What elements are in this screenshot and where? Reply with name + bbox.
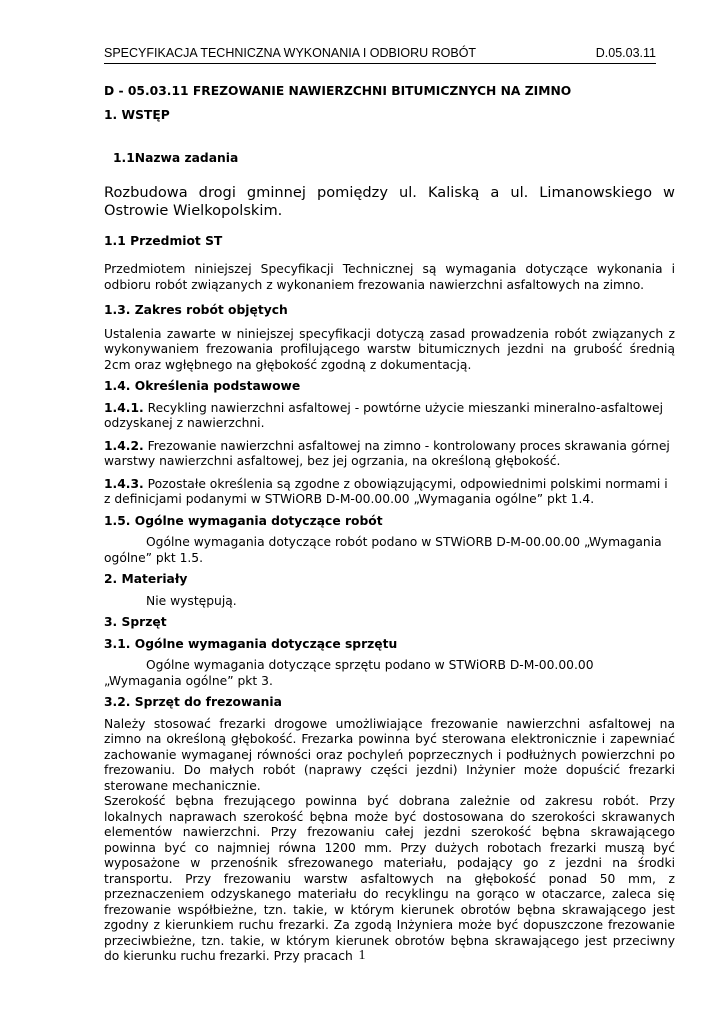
section-1-1-heading: 1.1Nazwa zadania [113,151,239,165]
definition-1-4-3 [104,477,675,508]
running-header [104,46,656,64]
section-3-1-heading: 3.1. Ogólne wymagania dotyczące sprzętu [104,636,398,651]
section-1-4-heading: 1.4. Określenia podstawowe [104,379,301,393]
materials-paragraph: Nie występują. [146,593,237,608]
page-number: 1 [358,948,366,963]
definition-1-4-1-number: 1.4.1. [104,400,144,415]
definition-1-4-3-text: Pozostałe określenia są zgodne z obowiązującymi, odpowiednimi polskimi normami i z definicjami podanymi w STWiORB D-M-00.00.00 „Wymagania ogólne” pkt 1.4. [104,476,668,506]
header-code: D.05.03.11 [595,46,656,60]
task-name-paragraph: Rozbudowa drogi gminnej pomiędzy ul. Kaliską a ul. Limanowskiego w Ostrowie Wielkopolskim. [104,183,675,219]
definition-1-4-2 [104,439,675,470]
subject-paragraph: Przedmiotem niniejszej Specyfikacji Technicznej są wymagania dotyczące wykonania i odbioru robót związanych z wykonaniem frezowania nawierzchni asfaltowych na zimno. [104,262,675,292]
definition-1-4-2-number: 1.4.2. [104,438,144,453]
scope-paragraph: Ustalenia zawarte w niniejszej specyfikacji dotyczą zasad prowadzenia robót związanych z wykonywaniem frezowania profilującego warstw bitumicznych jezdni na grubość średnią 2cm oraz wgłębnego na głębokość zgodną z dokumentacją. [104,326,675,372]
section-2-heading: 2. Materiały [104,572,188,586]
definition-1-4-1-text: Recykling nawierzchni asfaltowej - powtórne użycie mieszanki mineralno-asfaltowej odzyskanej z nawierzchni. [104,400,664,430]
definition-1-4-1 [104,401,675,432]
document-title: D - 05.03.11 FREZOWANIE NAWIERZCHNI BITUMICZNYCH NA ZIMNO [104,84,572,98]
section-1-heading: 1. WSTĘP [104,107,170,122]
equipment-requirements-paragraph: Ogólne wymagania dotyczące sprzętu podano w STWiORB D-M-00.00.00 „Wymagania ogólne” pkt 3. [104,658,594,688]
milling-equipment-paragraph-2: Szerokość bębna frezującego powinna być dobrana zależnie od zakresu robót. Przy lokalnych naprawach szerokość bębna może być dostosowana do szerokości skrawanych elementów nawierzchni. Przy frezowaniu całej jezdni szerokość bębna skrawającego powinna być co najmniej równa 1200 mm. Przy dużych robotach frezarki muszą być wyposażone w przenośnik sfrezowanego materiału, podający go z jezdni na środki transportu. Przy frezowaniu warstw asfaltowych na głębokość ponad 50 mm, z przeznaczeniem odzyskanego materiału do recyklingu na gorąco w otaczarce, zaleca się frezowanie współbieżne, tzn. takie, w którym kierunek obrotów bębna skrawającego jest zgodny z kierunkiem ruchu frezarki. Za zgodą Inżyniera może być dopuszczone frezowanie przeciwbieżne, tzn. takie, w którym kierunek obrotów bębna skrawającego jest przeciwny do kierunku ruchu frezarki. Przy pracach [104,794,675,963]
general-requirements-paragraph: Ogólne wymagania dotyczące robót podano w STWiORB D-M-00.00.00 „Wymagania ogólne” pkt 1.5. [104,535,662,565]
document-body [104,84,675,965]
section-1-3-heading: 1.3. Zakres robót objętych [104,303,288,317]
section-1-5-heading: 1.5. Ogólne wymagania dotyczące robót [104,513,383,528]
section-3-2-heading: 3.2. Sprzęt do frezowania [104,695,282,709]
section-1-1-subject-heading: 1.1 Przedmiot ST [104,233,223,248]
milling-equipment-paragraph-1: Należy stosować frezarki drogowe umożliwiające frezowanie nawierzchni asfaltowej na zimno na określoną głębokość. Frezarka powinna być sterowana elektronicznie i zapewniać zachowanie wymaganej równości oraz pochyleń poprzecznych i podłużnych powierzchni po frezowaniu. Do małych robót (naprawy części jezdni) Inżynier może dopuścić frezarki sterowane mechanicznie. [104,716,675,793]
header-rule [104,63,656,64]
definition-1-4-2-text: Frezowanie nawierzchni asfaltowej na zimno - kontrolowany proces skrawania górnej warstwy nawierzchni asfaltowej, bez jej ogrzania, na określoną głębokość. [104,438,670,468]
header-title: SPECYFIKACJA TECHNICZNA WYKONANIA I ODBIORU ROBÓT [104,46,477,60]
section-3-heading: 3. Sprzęt [104,615,167,629]
definition-1-4-3-number: 1.4.3. [104,476,144,491]
